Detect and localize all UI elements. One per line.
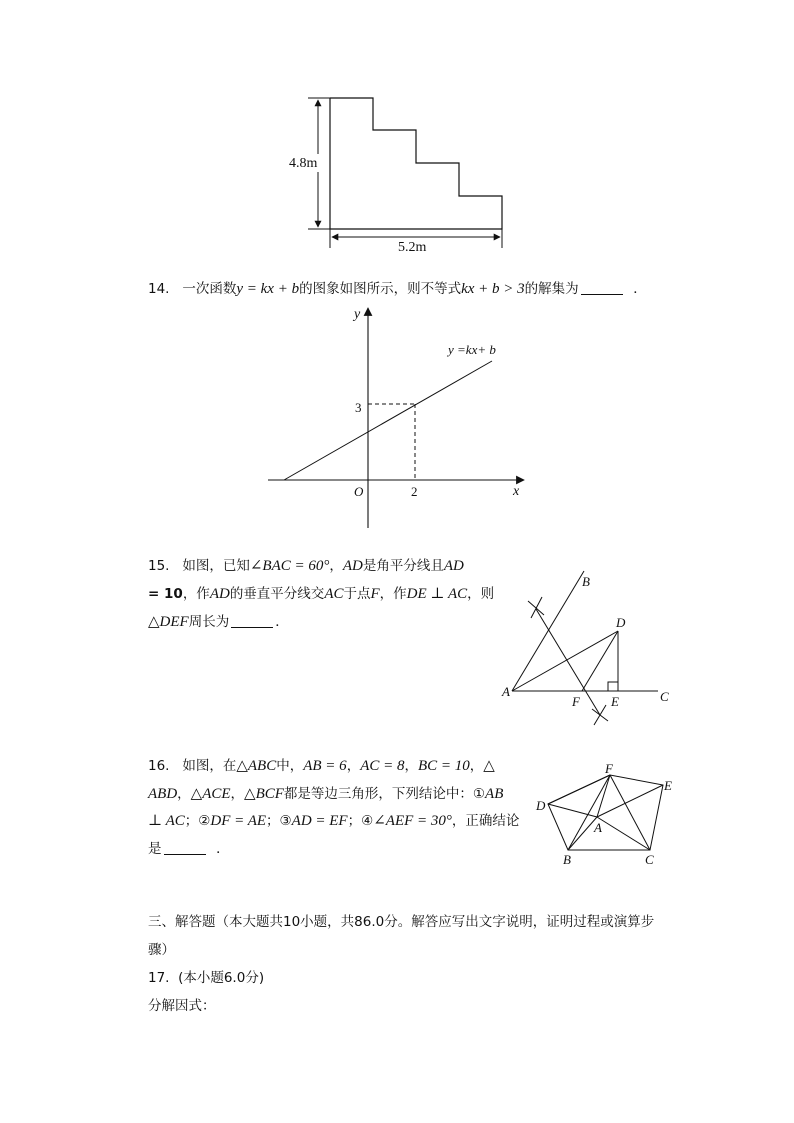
section-3-heading-line-2: 骤） (148, 942, 175, 958)
q16-l2-b: ， (230, 786, 245, 802)
q14-math-b: kx + b > 3 (461, 281, 525, 297)
q16-figure (530, 762, 680, 870)
q16-l2-m2: △ACE (190, 786, 231, 802)
q16-number: 16. (148, 758, 170, 774)
q14-answer-blank[interactable] (581, 282, 623, 295)
q15-l2-a: = 10 (148, 586, 183, 602)
point-c: C (645, 852, 654, 867)
q17-number: 17. (148, 970, 170, 986)
q16-l1-m4: BC = 10 (417, 758, 470, 774)
q15-l3-m1: △DEF (148, 614, 189, 630)
q15-figure (498, 565, 678, 735)
point-f: F (605, 762, 613, 776)
q16-line-4 (148, 840, 230, 858)
q17-text: 分解因式： (148, 998, 216, 1014)
point-e: E (611, 694, 619, 709)
q14-end: ． (633, 281, 647, 297)
point-b: B (563, 852, 571, 867)
height-label: 4.8m (289, 156, 318, 171)
stair-figure (280, 90, 520, 255)
q15-l2-m2: AC (324, 586, 344, 602)
q16-l4-a: 是 (148, 841, 162, 857)
q15-l2-b: ，作 (182, 586, 210, 602)
q16-l1-c: ， (346, 758, 361, 774)
q16-l2-c: 都是等边三角形，下列结论中：① (283, 786, 486, 802)
q15-number: 15. (148, 558, 170, 574)
right-angle-mark (608, 682, 618, 691)
q16-l3-b: ；③ (266, 813, 292, 829)
q15-l2-d: 于点 (343, 586, 371, 602)
q15-l2-f: ，则 (467, 586, 495, 602)
x-axis-label: x (513, 484, 520, 499)
q16-l1-b: 中， (276, 758, 304, 774)
perpendicular-bisector (536, 609, 600, 715)
q14-graph (262, 302, 532, 532)
q15-l1-b: ， (329, 558, 343, 574)
q16-l3-m4: ∠AEF = 30° (373, 813, 452, 829)
width-label: 5.2m (398, 240, 427, 255)
section-3-heading-line-1: 三、解答题（本大题共10小题，共86.0分。解答应写出文字说明，证明过程或演算步 (148, 914, 655, 930)
origin-label: O (354, 484, 364, 499)
q15-l2-m3: F (370, 586, 380, 602)
q14-text (148, 280, 647, 298)
q14-text-a: 一次函数 (182, 281, 237, 297)
q15-l1-a: 如图，已知 (182, 558, 250, 574)
q16-l2-a: ， (177, 786, 191, 802)
q16-l1-m1: △ABC (236, 758, 277, 774)
q15-l3-a: 周长为 (188, 614, 230, 630)
q15-l2-e: ，作 (379, 586, 407, 602)
q15-line-3 (148, 613, 289, 631)
line-label: y =kx+ b (448, 342, 496, 357)
q17-header-text: (本小题6.0分) (178, 970, 265, 986)
q16-l1-d: ， (404, 758, 418, 774)
ray-ab (512, 571, 584, 691)
q16-l3-m1: ⊥ AC (148, 813, 185, 829)
q16-line-3 (148, 812, 519, 830)
q15-l2-m4: DE ⊥ AC (406, 586, 468, 602)
q16-end: ． (216, 841, 230, 857)
q15-l2-m1: AD (209, 586, 230, 602)
point-e: E (664, 778, 672, 793)
q15-end: ． (275, 614, 289, 630)
q16-l3-d: ，正确结论 (451, 813, 520, 829)
q15-l2-c: 的垂直平分线交 (229, 586, 325, 602)
q16-l3-m3: AD = EF (291, 813, 348, 829)
q15-answer-blank[interactable] (231, 615, 273, 628)
function-line (284, 361, 492, 480)
q16-l2-m1: ABD (148, 786, 178, 802)
q16-l1-m3: AC = 8 (360, 758, 405, 774)
q15-line-1 (148, 557, 464, 575)
x-tick-label: 2 (411, 484, 418, 499)
arc-mark-bottom (592, 705, 608, 725)
stair-outline (330, 98, 502, 229)
q16-l1-a: 如图，在 (182, 758, 237, 774)
q16-answer-blank[interactable] (164, 842, 206, 855)
q16-l3-a: ；② (184, 813, 211, 829)
q14-number: 14. (148, 281, 170, 297)
q14-math-a: y = kx + b (236, 281, 300, 297)
q14-text-c: 的解集为 (524, 281, 579, 297)
q15-l1-m2: AD (342, 558, 363, 574)
q16-l1-m2: AB = 6 (303, 758, 347, 774)
q16-l3-c: ；④ (347, 813, 374, 829)
q16-line-2 (148, 785, 503, 803)
q16-line-1 (148, 757, 495, 775)
q16-l3-m2: DF = AE (210, 813, 267, 829)
point-c: C (660, 689, 669, 704)
y-tick-label: 3 (355, 400, 362, 415)
q16-l1-m5: △ (483, 758, 495, 774)
point-a: A (594, 820, 602, 835)
q15-line-2 (148, 585, 494, 603)
q15-l1-c: 是角平分线且 (362, 558, 444, 574)
point-d: D (616, 615, 626, 630)
point-f: F (572, 694, 580, 709)
y-axis-label: y (354, 307, 361, 322)
q15-l1-m1: ∠BAC = 60° (249, 558, 330, 574)
q14-text-b: 的图象如图所示，则不等式 (299, 281, 462, 297)
point-a: A (502, 684, 510, 699)
q17-header (148, 969, 264, 987)
segment-ad (512, 631, 618, 691)
arc-mark-top (528, 597, 544, 618)
point-b: B (582, 574, 590, 589)
q16-l2-m4: AB (485, 786, 504, 802)
q16-l1-e: ， (469, 758, 484, 774)
q16-l2-m3: △BCF (244, 786, 284, 802)
q15-l1-m3: AD (443, 558, 464, 574)
point-d: D (536, 798, 546, 813)
